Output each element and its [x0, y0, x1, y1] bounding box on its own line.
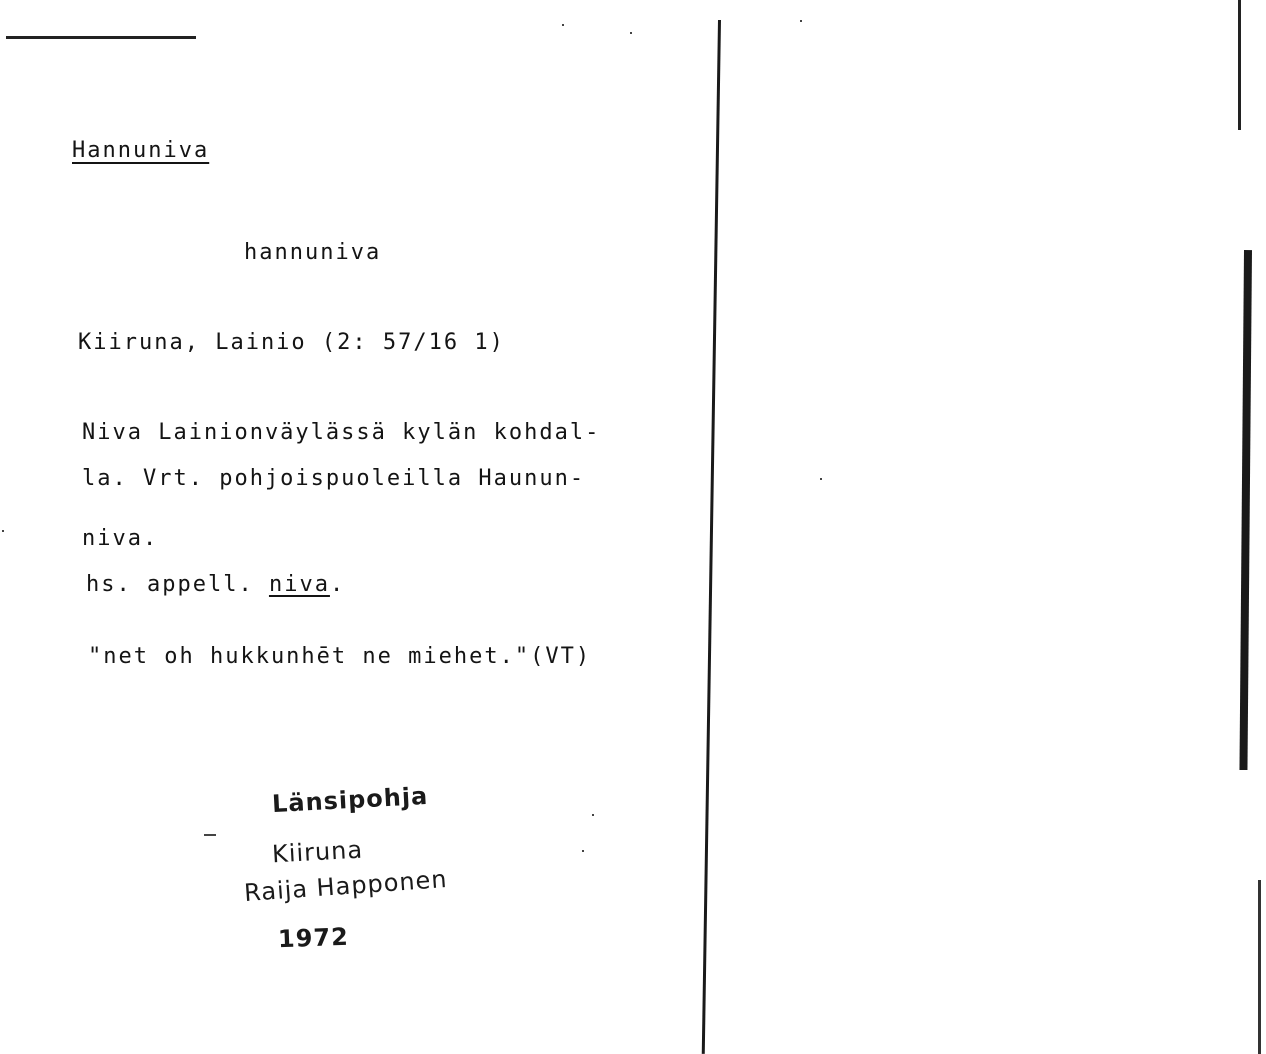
description-line: Niva Lainionväylässä kylän kohdal-	[82, 420, 601, 445]
scan-edge-rule	[6, 36, 196, 39]
scan-edge-line-bottom	[1258, 880, 1261, 1054]
scan-speck	[562, 24, 564, 26]
scan-speck	[630, 32, 632, 34]
scan-speck	[204, 834, 216, 836]
scan-speck	[800, 20, 802, 22]
stamp-region: Länsipohja	[271, 781, 429, 819]
appellative-suffix: .	[329, 572, 346, 597]
scan-speck	[2, 530, 4, 532]
dialect-quote: "net oh hukkunhēt ne miehet."(VT)	[88, 644, 592, 669]
pronunciation: hannuniva	[244, 240, 382, 265]
scan-speck	[820, 478, 822, 480]
headword: Hannuniva	[72, 138, 210, 163]
location-reference: Kiiruna, Lainio (2: 57/16 1)	[78, 330, 505, 355]
card-edge-line	[702, 20, 721, 1054]
scan-edge-line-middle	[1239, 250, 1252, 770]
description-line: niva.	[82, 526, 159, 551]
scan-edge-line-top	[1238, 0, 1241, 130]
appellative-word: niva	[268, 572, 330, 597]
scan-speck	[592, 814, 594, 816]
scan-speck	[582, 850, 584, 852]
appellative-line	[86, 572, 345, 597]
description-line: la. Vrt. pohjoispuoleilla Haunun-	[82, 466, 586, 491]
stamp-year: 1972	[277, 922, 350, 954]
stamp-collector: Raija Happonen	[243, 864, 449, 908]
stamp-parish: Kiiruna	[271, 835, 364, 869]
appellative-prefix: hs. appell.	[86, 572, 254, 597]
